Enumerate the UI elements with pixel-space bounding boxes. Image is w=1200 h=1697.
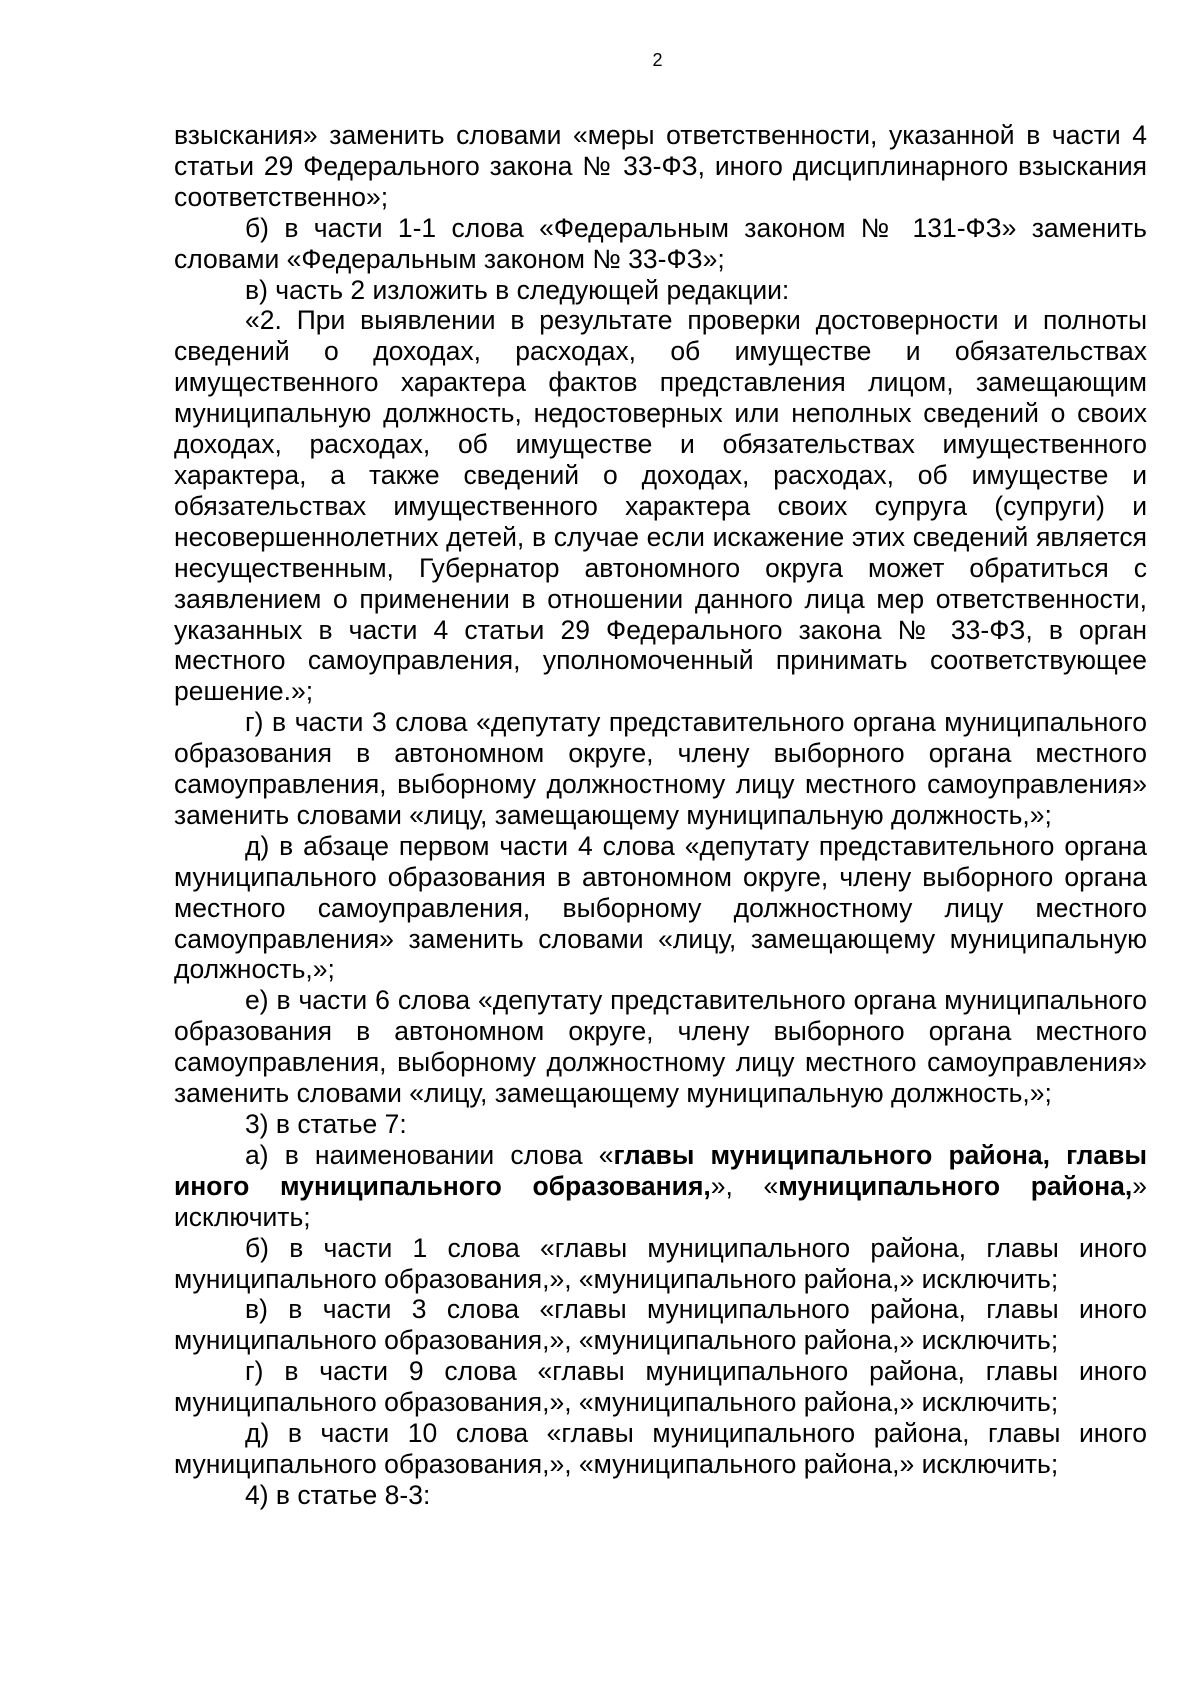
bold-text-run: главы муниципального района, главы иного муниципального образования, — [174, 1139, 1147, 1201]
paragraph-article-7-item-d: д) в части 10 слова «главы муниципального района, главы иного муниципального образования,», «муниципального района,» исключить; — [174, 1418, 1147, 1479]
page-number: 2 — [652, 50, 663, 70]
paragraph-article-7-heading: 3) в статье 7: — [245, 1109, 407, 1139]
document-body — [174, 120, 1147, 1511]
paragraph-article-8-3-heading: 4) в статье 8-3: — [245, 1479, 431, 1510]
paragraph-article-7-item-a — [174, 1140, 1147, 1233]
text-run: », « — [710, 1170, 779, 1201]
paragraph-article-7-item-b: б) в части 1 слова «главы муниципального района, главы иного муниципального образования,», «муниципального района,» исключить; — [174, 1232, 1147, 1294]
paragraph-item-e: е) в части 6 слова «депутату представительного органа муниципального образования в автономном округе, члену выборного органа местного самоуправления, выборному должностному лицу местного самоуправления» заменить словами «лицу, замещающему муниципальную должность,»; — [174, 985, 1147, 1109]
paragraph-item-v: в) часть 2 изложить в следующей редакции: — [245, 274, 790, 305]
paragraph-item-d: д) в абзаце первом части 4 слова «депутату представительного органа муниципального образования в автономном округе, члену выборного органа местного самоуправления, выборному должностному лицу местного самоуправления» заменить словами «лицу, замещающему муниципальную должность,»; — [174, 830, 1147, 985]
bold-text-run: муниципального района, — [778, 1170, 1133, 1201]
paragraph-article-7-item-v: в) в части 3 слова «главы муниципального района, главы иного муниципального образования,», «муниципального района,» исключить; — [174, 1294, 1147, 1356]
text-run: » исключить; — [174, 1170, 1148, 1232]
paragraph-item-b: б) в части 1-1 слова «Федеральным законом № 131-ФЗ» заменить словами «Федеральным законом № 33-ФЗ»; — [174, 212, 1147, 274]
paragraph-item-g: г) в части 3 слова «депутату представительного органа муниципального образования в автономном округе, члену выборного органа местного самоуправления, выборному должностному лицу местного самоуправления» заменить словами «лицу, замещающему муниципальную должность,»; — [174, 707, 1147, 830]
paragraph-article-7-item-g: г) в части 9 слова «главы муниципального района, главы иного муниципального образования,», «муниципального района,» исключить; — [174, 1356, 1147, 1418]
paragraph-quoted-part-2: «2. При выявлении в результате проверки достоверности и полноты сведений о доходах, расходах, об имуществе и обязательствах имущественного характера фактов представления лицом, замещающим муниципальную должность, недостоверных или неполных сведений о своих доходах, расходах, об имуществе и обязательствах имущественного характера, а также сведений о доходах, расходах, об имуществе и обязательствах имущественного характера своих супруга (супруги) и несовершеннолетних детей, в случае если искажение этих сведений является несущественным, Губернатор автономного округа может обратиться с заявлением о применении в отношении данного лица мер ответственности, указанных в части 4 статьи 29 Федерального закона № 33-ФЗ, в орган местного самоуправления, уполномоченный принимать соответствующее решение.»; — [174, 305, 1147, 707]
paragraph-continuation: взыскания» заменить словами «меры ответственности, указанной в части 4 статьи 29 Федерального закона № 33-ФЗ, иного дисциплинарного взыскания соответственно»; — [174, 120, 1147, 212]
text-run: а) в наименовании слова « — [245, 1139, 614, 1170]
